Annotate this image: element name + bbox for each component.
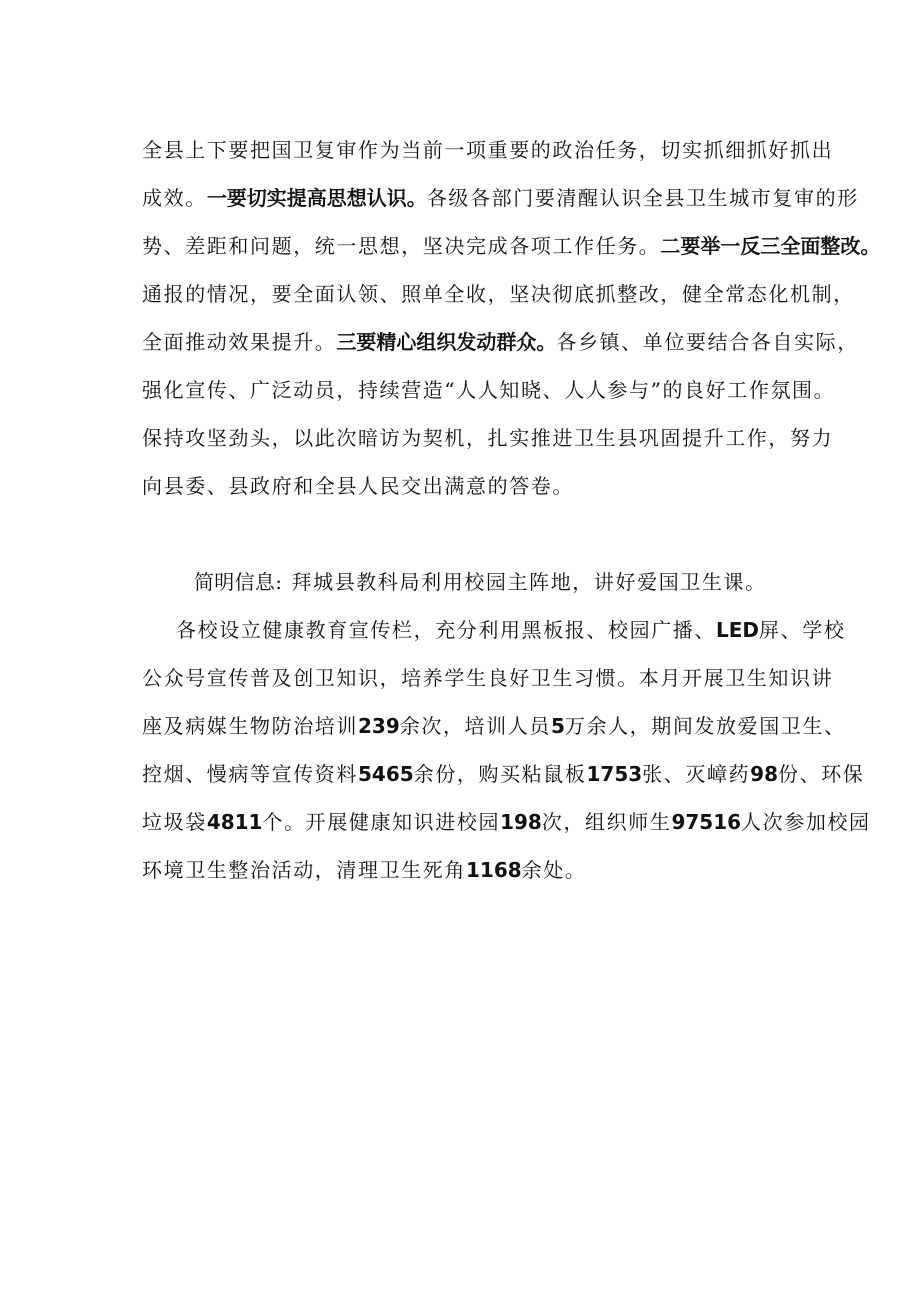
number: 1753 xyxy=(586,762,643,786)
text-run: 公众号宣传普及创卫知识，培养学生良好卫生习惯。本月开展卫生知识讲 xyxy=(142,666,834,690)
text-run: 人次参加校园 xyxy=(741,810,871,834)
paragraph-2-line-6 xyxy=(142,856,586,884)
text-run: 保持攻坚劲头，以此次暗访为契机，扎实推进卫生县巩固提升工作，努力 xyxy=(142,426,834,450)
text-run: 控烟、慢病等宣传资料 xyxy=(142,762,358,786)
text-run: 全县上下要把国卫复审作为当前一项重要的政治任务，切实抓细抓好抓出 xyxy=(142,138,834,162)
paragraph-2-line-2 xyxy=(142,664,833,692)
paragraph-1-line-7 xyxy=(142,424,833,452)
paragraph-2-line-3 xyxy=(142,712,846,740)
text-run: 成效。 xyxy=(142,186,207,210)
emphasis-point-3: 三要精心组织发动群众。 xyxy=(336,330,557,354)
paragraph-1-line-1 xyxy=(142,136,833,164)
number: 1168 xyxy=(466,858,522,882)
paragraph-2-line-5 xyxy=(142,808,871,836)
emphasis-point-1: 一要切实提高思想认识。 xyxy=(206,186,427,210)
text-run: 万余人，期间发放爱国卫生、 xyxy=(564,714,846,738)
text-run: 通报的情况，要全面认领、照单全收，坚决彻底抓整改，健全常态化机制， xyxy=(142,282,855,306)
paragraph-1-line-4 xyxy=(142,280,855,308)
paragraph-1-line-3 xyxy=(142,232,880,260)
number: LED xyxy=(716,618,760,642)
paragraph-1-line-6 xyxy=(142,376,835,404)
brief-label: 简明信息 xyxy=(194,570,276,594)
text-run: 份、环保 xyxy=(778,762,865,786)
text-run: 势、差距和问题，统一思想，坚决完成各项工作任务。 xyxy=(142,234,661,258)
text-run: 座及病媒生物防治培训 xyxy=(142,714,358,738)
text-run: 个。开展健康知识进校园 xyxy=(262,810,501,834)
text-run: 余处。 xyxy=(521,858,587,882)
text-run: 张、灭嶂药 xyxy=(642,762,751,786)
text-run: 屏、学校 xyxy=(759,618,846,642)
text-run: 余次，培训人员 xyxy=(399,714,551,738)
number: 198 xyxy=(500,810,542,834)
number: 239 xyxy=(358,714,400,738)
text-run: 强化宣传、广泛动员，持续营造“人人知晓、人人参与”的良好工作氛围。 xyxy=(142,378,836,402)
text-run: 垃圾袋 xyxy=(142,810,207,834)
paragraph-2-line-4 xyxy=(142,760,864,788)
brief-title: : 拜城县教科局利用校园主阵地，讲好爱国卫生课。 xyxy=(275,570,767,594)
paragraph-1-line-8 xyxy=(142,472,574,500)
number: 5 xyxy=(550,714,565,738)
text-run: 向县委、县政府和全县人民交出满意的答卷。 xyxy=(142,474,574,498)
brief-heading xyxy=(194,568,767,596)
text-run: 环境卫生整治活动，清理卫生死角 xyxy=(142,858,466,882)
emphasis-point-2: 二要举一反三全面整改。 xyxy=(660,234,881,258)
number: 98 xyxy=(750,762,778,786)
number: 4811 xyxy=(206,810,263,834)
number: 5465 xyxy=(358,762,414,786)
number: 97516 xyxy=(671,810,742,834)
text-run: 次，组织师生 xyxy=(541,810,672,834)
text-run: 各乡镇、单位要结合各自实际， xyxy=(556,330,859,354)
text-run: 余份，购买粘鼠板 xyxy=(413,762,587,786)
paragraph-1-line-2 xyxy=(142,184,859,212)
text-run: 全面推动效果提升。 xyxy=(142,330,337,354)
text-run: 各校设立健康教育宣传栏，充分利用黑板报、校园广播、 xyxy=(176,618,716,642)
paragraph-1-line-5 xyxy=(142,328,859,356)
paragraph-2-line-1 xyxy=(176,616,845,644)
text-run: 各级各部门要清醒认识全县卫生城市复审的形 xyxy=(426,186,859,210)
